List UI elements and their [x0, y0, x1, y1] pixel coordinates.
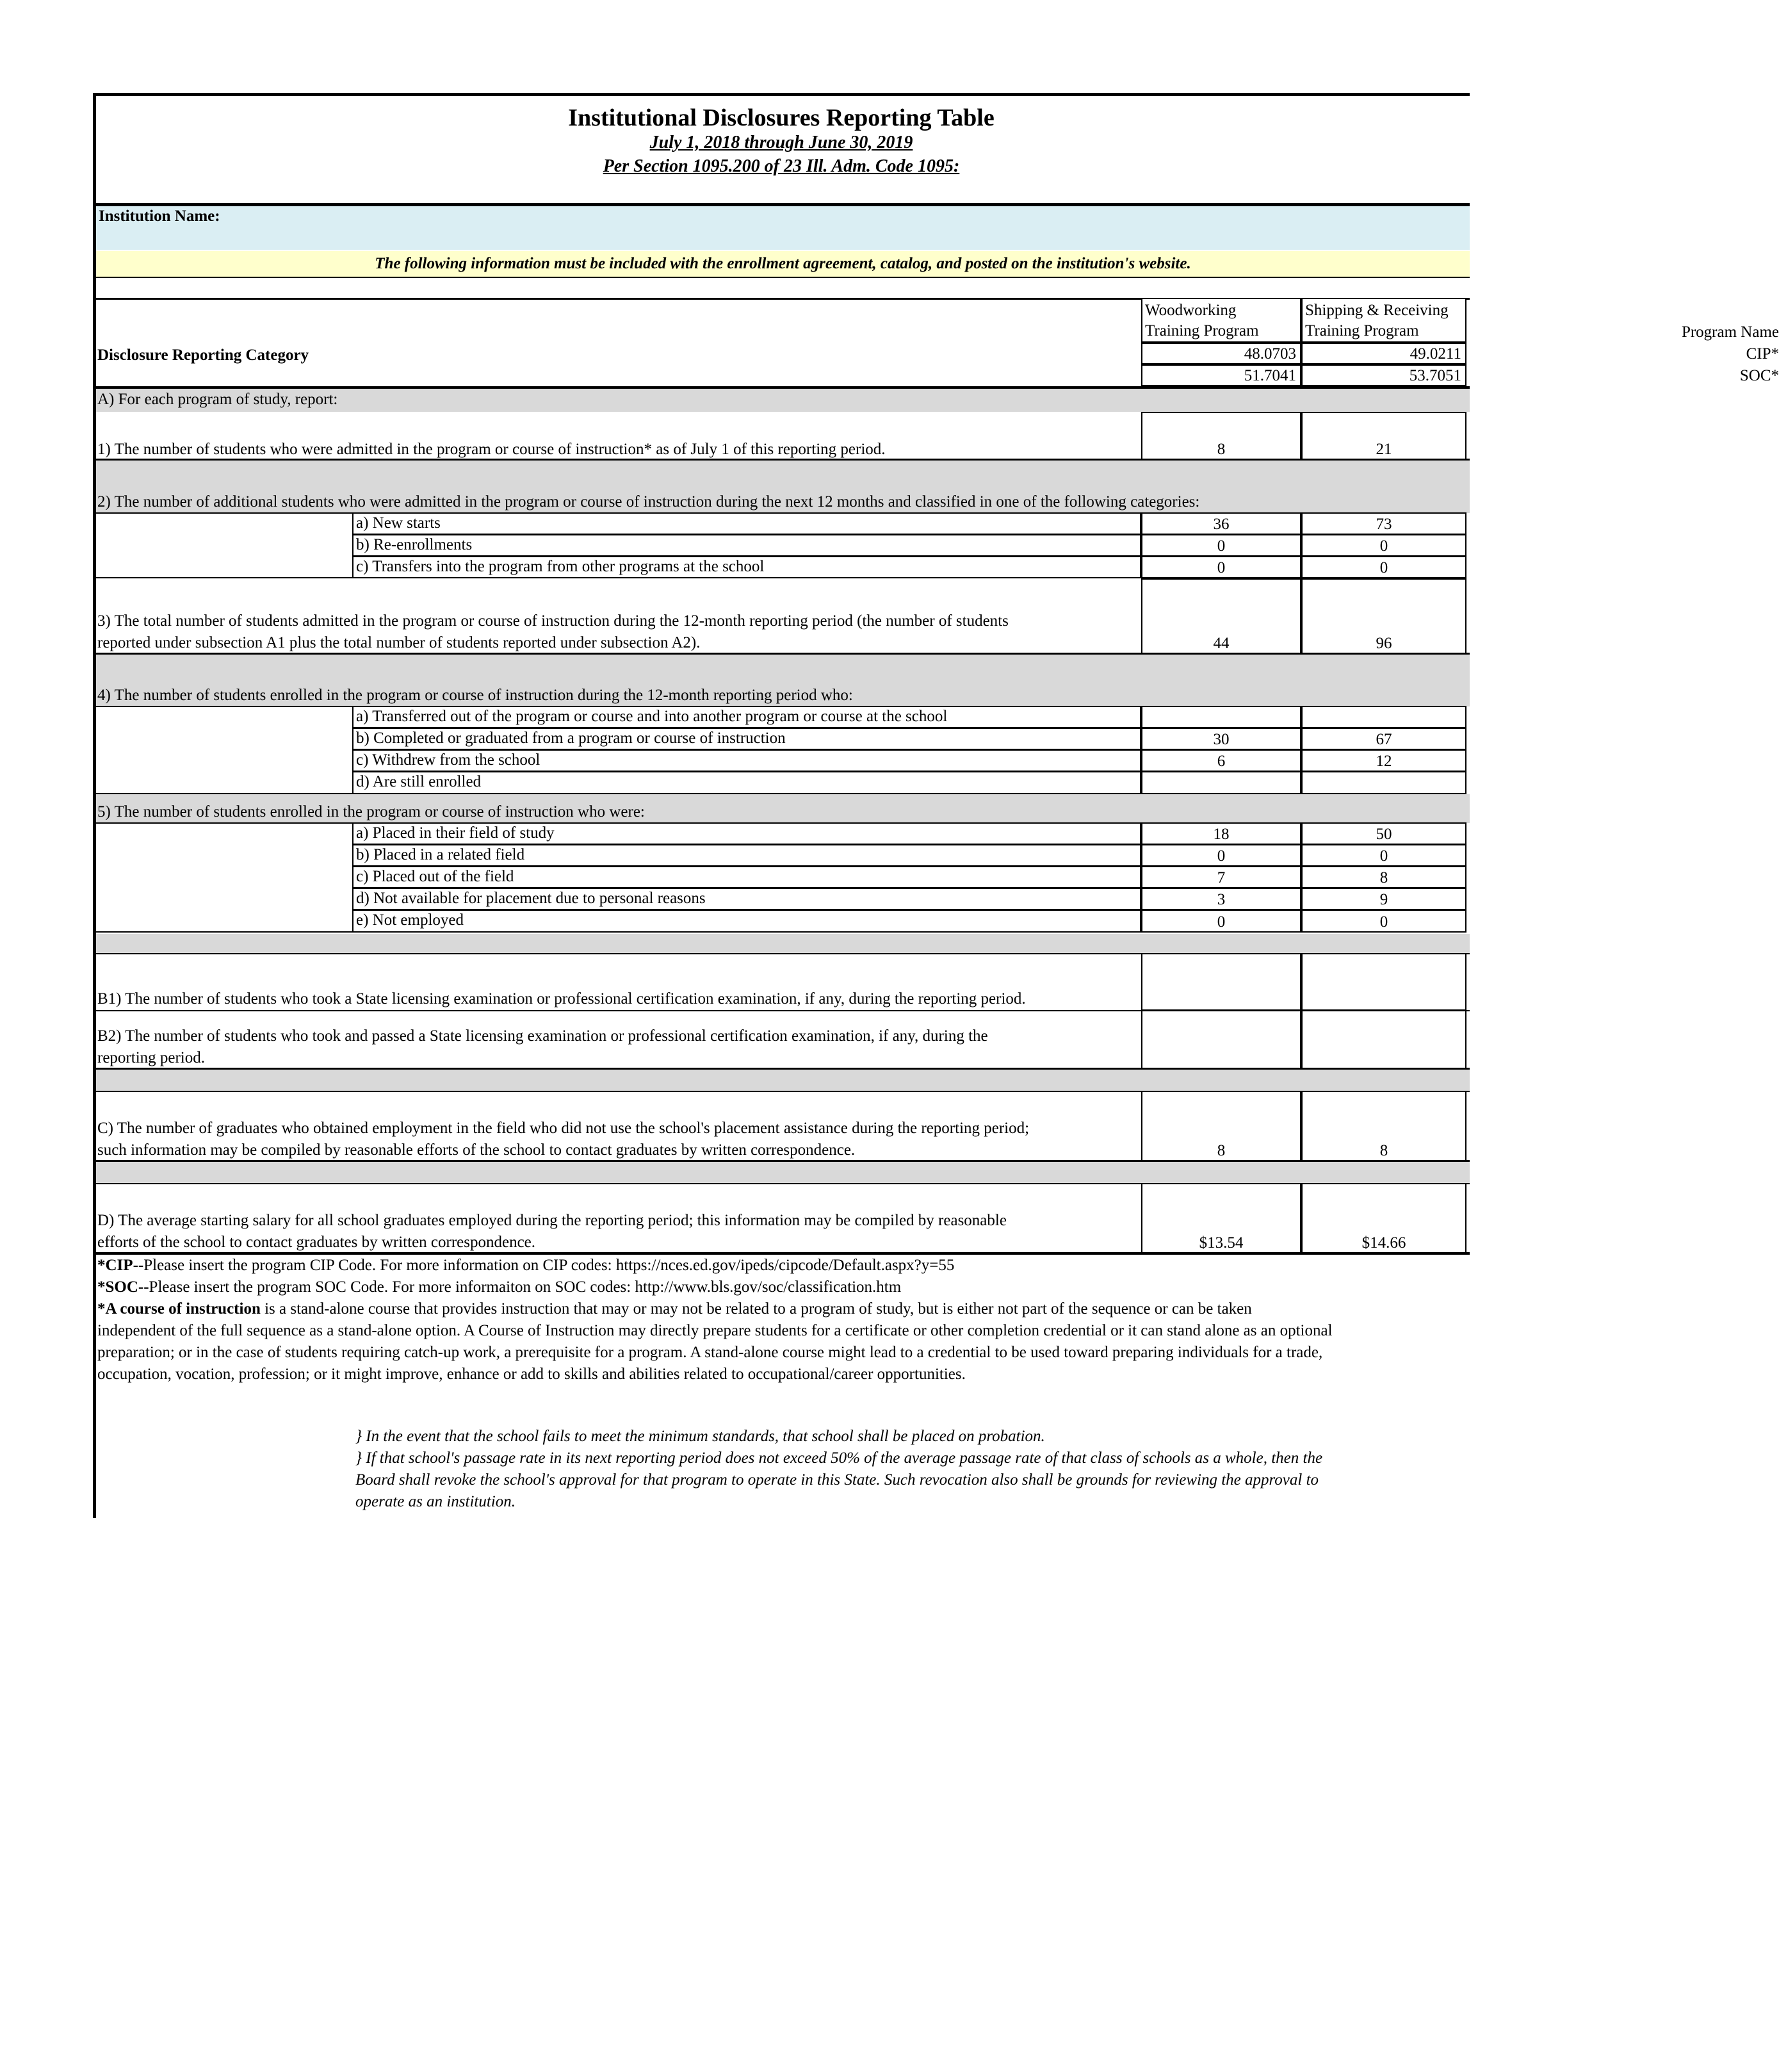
a4c-program-1[interactable]: 6 — [1141, 749, 1301, 772]
a5-item-placed-in-field: a) Placed in their field of study — [352, 822, 1141, 845]
probation-line4: operate as an institution. — [355, 1493, 516, 1510]
b2-program-2[interactable] — [1301, 1010, 1466, 1069]
a1-program-2[interactable]: 21 — [1301, 412, 1466, 460]
a4-item-still-enrolled: d) Are still enrolled — [352, 771, 1141, 794]
a5b-program-2[interactable]: 0 — [1301, 844, 1466, 867]
footnote-course-line2: independent of the full sequence as a stand-alone option. A Course of Instruction may directly prepare students for a certificate or other completion credential or it can stand alone as an optional — [97, 1322, 1333, 1339]
soc-label: SOC* — [1739, 367, 1779, 384]
a5-item-not-available: d) Not available for placement due to personal reasons — [352, 888, 1141, 910]
d-program-1[interactable]: $13.54 — [1141, 1183, 1301, 1253]
a4c-program-2[interactable]: 12 — [1301, 749, 1466, 772]
page-title: Institutional Disclosures Reporting Table — [568, 104, 995, 131]
probation-line2: } If that school's passage rate in its next reporting period does not exceed 50% of the average passage rate of that class of schools as a whole, then the — [355, 1449, 1323, 1467]
category-label: Disclosure Reporting Category — [97, 347, 309, 364]
footnote-course-line1: is a stand-alone course that provides instruction that may or may not be related to a program of study, but is either not part of the sequence or can be taken — [260, 1300, 1252, 1317]
footnote-course-line4: occupation, vocation, profession; or it might improve, enhance or add to skills and abilities related to occupational/career opportunities. — [97, 1366, 966, 1383]
probation-line1: } In the event that the school fails to meet the minimum standards, that school shall be placed on probation. — [355, 1428, 1045, 1445]
c-label-line1: C) The number of graduates who obtained employment in the field who did not use the school's placement assistance during the reporting period; — [97, 1120, 1030, 1137]
a5e-program-2[interactable]: 0 — [1301, 910, 1466, 933]
a3-label-line1: 3) The total number of students admitted in the program or course of instruction during the 12-month reporting period (the number of students — [97, 612, 1009, 630]
program-1-cip: 48.0703 — [1141, 343, 1301, 364]
b1-program-2[interactable] — [1301, 953, 1466, 1011]
a2-label: 2) The number of additional students who were admitted in the program or course of instruction during the next 12 months and classified in one of the following categories: — [97, 493, 1200, 510]
reporting-period: July 1, 2018 through June 30, 2019 — [649, 133, 913, 152]
c-program-2[interactable]: 8 — [1301, 1091, 1466, 1161]
b2-label-line2: reporting period. — [97, 1049, 206, 1066]
program-2-soc: 53.7051 — [1301, 364, 1466, 386]
notice-band — [96, 251, 1470, 277]
a3-program-1[interactable]: 44 — [1141, 578, 1301, 654]
a4b-program-1[interactable]: 30 — [1141, 728, 1301, 750]
a1-label: 1) The number of students who were admitted in the program or course of instruction* as of July 1 of this reporting period. — [97, 441, 886, 458]
a2a-program-2[interactable]: 73 — [1301, 512, 1466, 535]
a2b-program-1[interactable]: 0 — [1141, 534, 1301, 557]
a2-left-block — [96, 512, 353, 578]
c-program-1[interactable]: 8 — [1141, 1091, 1301, 1161]
footnote-soc-text: --Please insert the program SOC Code. For more informaiton on SOC codes: http://www.bls.gov/soc/classification.htm — [138, 1278, 902, 1296]
program-name-label: Program Name — [1681, 323, 1779, 341]
notice-text: The following information must be included with the enrollment agreement, catalog, and posted on the institution's website. — [375, 255, 1191, 272]
a5-item-related-field: b) Placed in a related field — [352, 844, 1141, 867]
a4d-program-1[interactable] — [1141, 771, 1301, 794]
d-program-2[interactable]: $14.66 — [1301, 1183, 1466, 1253]
a5-item-out-of-field: c) Placed out of the field — [352, 866, 1141, 888]
b2-program-1[interactable] — [1141, 1010, 1301, 1069]
a4a-program-2[interactable] — [1301, 706, 1466, 728]
a2c-program-2[interactable]: 0 — [1301, 556, 1466, 578]
institution-name-label: Institution Name: — [99, 208, 220, 225]
separator-band — [96, 1162, 1470, 1184]
program-2-name-line1: Shipping & Receiving — [1305, 302, 1449, 319]
b1-program-1[interactable] — [1141, 953, 1301, 1011]
a4-left-block — [96, 706, 353, 794]
a5d-program-1[interactable]: 3 — [1141, 888, 1301, 910]
program-2-cip: 49.0211 — [1301, 343, 1466, 364]
a5e-program-1[interactable]: 0 — [1141, 910, 1301, 933]
a2-item-re-enrollments: b) Re-enrollments — [352, 534, 1141, 557]
footnote-cip-text: --Please insert the program CIP Code. For more information on CIP codes: https://nces.ed.gov/ipeds/cipcode/Default.aspx?y=55 — [133, 1257, 955, 1274]
section-a-heading: A) For each program of study, report: — [97, 391, 338, 408]
a3-label-line2: reported under subsection A1 plus the total number of students reported under subsection A2). — [97, 634, 701, 651]
separator-band — [96, 1070, 1470, 1091]
a5c-program-1[interactable]: 7 — [1141, 866, 1301, 888]
a5b-program-1[interactable]: 0 — [1141, 844, 1301, 867]
institution-name-field[interactable] — [96, 206, 1470, 250]
a4-item-withdrew: c) Withdrew from the school — [352, 749, 1141, 772]
program-1-soc: 51.7041 — [1141, 364, 1301, 386]
a4-label: 4) The number of students enrolled in the program or course of instruction during the 12-month reporting period who: — [97, 687, 853, 704]
footnote-cip — [97, 1255, 954, 1276]
a2a-program-1[interactable]: 36 — [1141, 512, 1301, 535]
cip-label: CIP* — [1746, 345, 1779, 363]
a2c-program-1[interactable]: 0 — [1141, 556, 1301, 578]
program-1-name-line2: Training Program — [1145, 322, 1259, 339]
footnote-cip-term: *CIP — [97, 1257, 133, 1274]
a5a-program-2[interactable]: 50 — [1301, 822, 1466, 845]
a5-left-block — [96, 822, 353, 933]
a2-item-transfers-in: c) Transfers into the program from other programs at the school — [352, 556, 1141, 578]
a4d-program-2[interactable] — [1301, 771, 1466, 794]
b1-label: B1) The number of students who took a State licensing examination or professional certification examination, if any, during the reporting period. — [97, 990, 1026, 1007]
d-label-line1: D) The average starting salary for all school graduates employed during the reporting period; this information may be compiled by reasonable — [97, 1212, 1007, 1229]
probation-line3: Board shall revoke the school's approval for that program to operate in this State. Such revocation also shall be grounds for reviewing the approval to — [355, 1471, 1319, 1489]
a5a-program-1[interactable]: 18 — [1141, 822, 1301, 845]
a5c-program-2[interactable]: 8 — [1301, 866, 1466, 888]
a1-program-1[interactable]: 8 — [1141, 412, 1301, 460]
a4-item-completed: b) Completed or graduated from a program or course of instruction — [352, 728, 1141, 750]
a4a-program-1[interactable] — [1141, 706, 1301, 728]
footnote-course-line3: preparation; or in the case of students requiring catch-up work, a prerequisite for a program. A stand-alone course might lead to a credential to be used toward preparing individuals for a trade, — [97, 1344, 1323, 1361]
a5-label: 5) The number of students enrolled in the program or course of instruction who were: — [97, 803, 645, 820]
b2-label-line1: B2) The number of students who took and passed a State licensing examination or professional certification examination, if any, during the — [97, 1027, 988, 1045]
c-label-line2: such information may be compiled by reasonable efforts of the school to contact graduates by written correspondence. — [97, 1141, 856, 1159]
code-section: Per Section 1095.200 of 23 Ill. Adm. Code 1095: — [603, 156, 960, 176]
a4b-program-2[interactable]: 67 — [1301, 728, 1466, 750]
a5d-program-2[interactable]: 9 — [1301, 888, 1466, 910]
program-2-name-line2: Training Program — [1305, 322, 1419, 339]
program-1-name-line1: Woodworking — [1145, 302, 1237, 319]
a4-item-transferred-out: a) Transferred out of the program or course and into another program or course at the school — [352, 706, 1141, 728]
divider — [93, 277, 1470, 278]
a2b-program-2[interactable]: 0 — [1301, 534, 1466, 557]
footnote-soc-term: *SOC — [97, 1278, 138, 1296]
footnote-course — [97, 1299, 1252, 1319]
a3-program-2[interactable]: 96 — [1301, 578, 1466, 654]
separator-band — [96, 934, 1470, 954]
footnote-course-term: *A course of instruction — [97, 1300, 261, 1317]
footnote-soc — [97, 1277, 901, 1298]
divider — [93, 1252, 1470, 1255]
a5-item-not-employed: e) Not employed — [352, 910, 1141, 933]
a2-item-new-starts: a) New starts — [352, 512, 1141, 535]
d-label-line2: efforts of the school to contact graduates by written correspondence. — [97, 1234, 536, 1251]
